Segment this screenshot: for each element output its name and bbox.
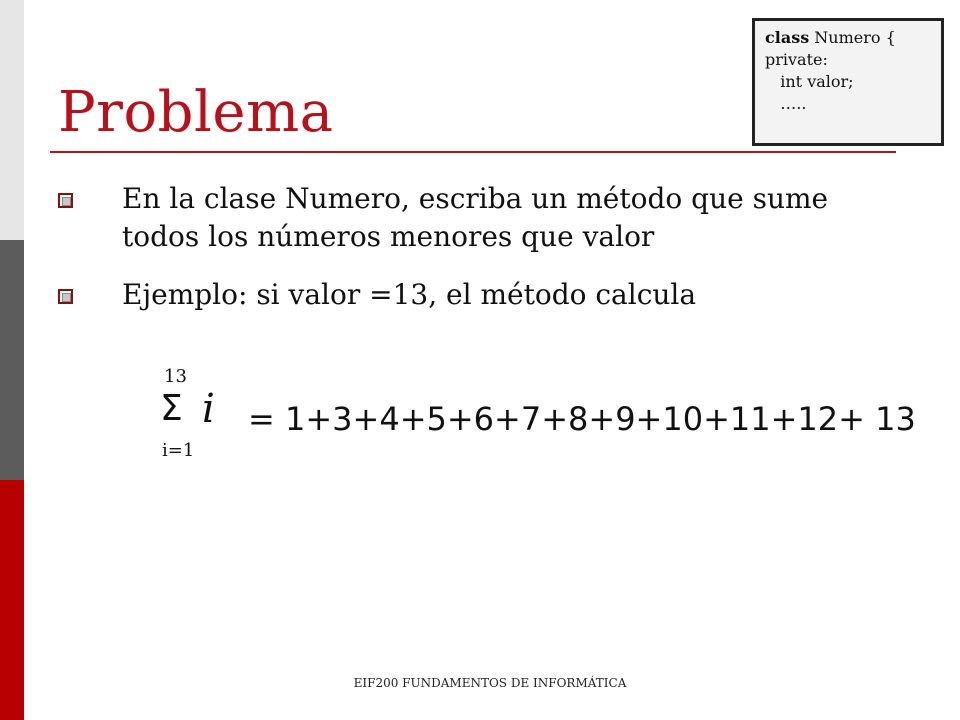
code-line-1-rest: Numero { xyxy=(809,28,896,47)
left-decorative-bar xyxy=(0,0,24,720)
bullet-text: En la clase Numero, escriba un método que sume todos los números menores que valor xyxy=(122,182,829,253)
sigma-symbol: Σ xyxy=(160,388,183,429)
code-snippet-box xyxy=(752,18,944,146)
summation-result: = 1+3+4+5+6+7+8+9+10+11+12+ 13 xyxy=(248,400,916,438)
square-bullet-icon xyxy=(58,193,73,208)
code-line-1 xyxy=(765,27,931,49)
bullet-text: Ejemplo: si valor =13, el método calcula xyxy=(122,278,697,311)
summation-lower-limit: i=1 xyxy=(162,440,195,461)
left-bar-segment-dark xyxy=(0,240,24,480)
summation-variable: i xyxy=(202,386,215,432)
code-keyword: class xyxy=(765,28,810,47)
code-line-3: int valor; xyxy=(765,72,854,91)
code-line-2: private: xyxy=(765,50,828,69)
left-bar-segment-light xyxy=(0,0,24,240)
left-bar-segment-red xyxy=(0,480,24,720)
summation-formula xyxy=(160,366,916,466)
slide-footer: EIF200 FUNDAMENTOS DE INFORMÁTICA xyxy=(353,676,627,690)
title-underline xyxy=(50,151,896,153)
square-bullet-icon xyxy=(58,289,73,304)
summation-upper-limit: 13 xyxy=(164,366,187,387)
slide-title: Problema xyxy=(58,80,334,145)
code-line-4: ….. xyxy=(765,94,807,113)
